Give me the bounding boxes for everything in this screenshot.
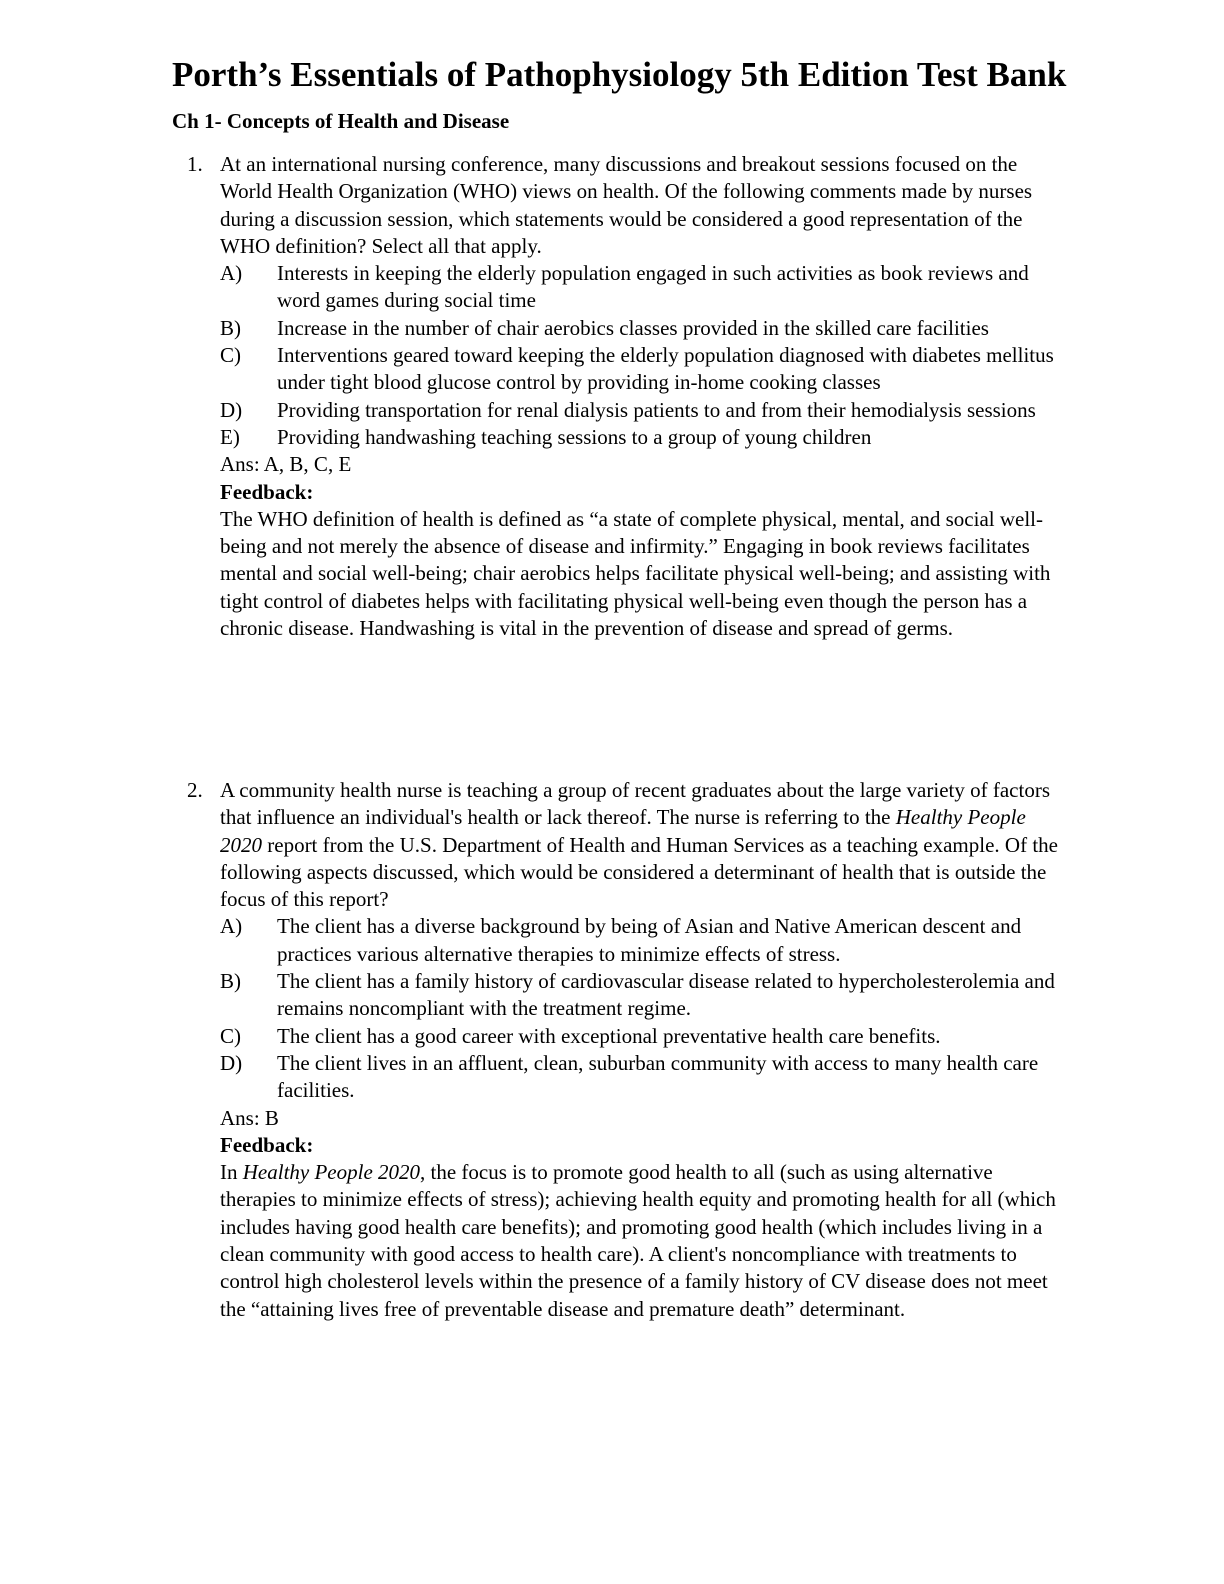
option-text: Interventions geared toward keeping the elderly population diagnosed with diabetes mellitus under tight blood glucose control by providing in-home cooking classes xyxy=(277,343,1054,395)
option-letter: E) xyxy=(220,424,240,449)
option-e xyxy=(172,424,1072,451)
option-b xyxy=(172,968,1072,1023)
option-a xyxy=(172,260,1072,315)
option-text: The client lives in an affluent, clean, suburban community with access to many health care facilities. xyxy=(277,1050,1039,1103)
question-stem xyxy=(220,777,1072,913)
option-text: Interests in keeping the elderly population engaged in such activities as book reviews and word games during social time xyxy=(277,261,1029,313)
option-b xyxy=(172,315,1072,342)
answer-key: Ans: A, B, C, E xyxy=(220,452,352,477)
option-text: Providing transportation for renal dialysis patients to and from their hemodialysis sessions xyxy=(277,397,1036,422)
document-title: Porth’s Essentials of Pathophysiology 5th Edition Test Bank xyxy=(172,55,1067,94)
option-text: The client has a diverse background by being of Asian and Native American descent and practices various alternative therapies to minimize effects of stress. xyxy=(277,914,1022,966)
stem-text-before: A community health nurse is teaching a group of recent graduates about the large variety of factors that influence an individual's health or lack thereof. The nurse is referring to the xyxy=(220,778,1050,830)
option-text: The client has a good career with exceptional preventative health care benefits. xyxy=(277,1023,941,1048)
option-c xyxy=(172,1023,1072,1050)
option-text: Increase in the number of chair aerobics classes provided in the skilled care facilities xyxy=(277,315,989,340)
option-d xyxy=(172,397,1072,424)
answer-key: Ans: B xyxy=(220,1105,279,1130)
feedback-report-title: Healthy People 2020 xyxy=(242,1160,421,1185)
question-2 xyxy=(172,777,1072,1323)
option-letter: B) xyxy=(220,969,241,994)
feedback-text: The WHO definition of health is defined as “a state of complete physical, mental, and social well-being and not merely the absence of disease and infirmity.” Engaging in book reviews facilitates mental and social well-being; chair aerobics helps facilitate physical well-being; and assisting with tight control of diabetes helps with facilitating physical well-being even though the person has a chronic disease. Handwashing is vital in the prevention of disease and spread of germs. xyxy=(220,506,1051,641)
option-letter: B) xyxy=(220,315,241,340)
option-letter: D) xyxy=(220,1050,243,1075)
option-d xyxy=(172,1050,1072,1105)
feedback-heading: Feedback: xyxy=(220,1132,314,1157)
option-c xyxy=(172,342,1072,397)
option-letter: A) xyxy=(220,914,243,939)
question-number: 2. xyxy=(187,778,203,802)
option-letter: C) xyxy=(220,1023,241,1048)
question-1 xyxy=(172,151,1072,642)
option-letter: D) xyxy=(220,397,243,422)
question-stem: At an international nursing conference, many discussions and breakout sessions focused on the World Health Organization (WHO) views on health. Of the following comments made by nurses during a discussion session, which statements would be considered a good representation of the WHO definition? Select all that apply. xyxy=(220,152,1033,258)
answer-options xyxy=(172,913,1072,1104)
feedback-text-after: , the focus is to promote good health to all (such as using alternative therapies to minimize effects of stress); achieving health equity and promoting health for all (which includes having good health care benefits); and promoting good health (which includes living in a clean community with good access to health care). A client's noncompliance with treatments to control high cholesterol levels within the presence of a family history of CV disease does not meet the “attaining lives free of preventable disease and premature death” determinant. xyxy=(220,1160,1056,1321)
option-text: Providing handwashing teaching sessions to a group of young children xyxy=(277,424,872,449)
chapter-heading: Ch 1- Concepts of Health and Disease xyxy=(172,109,510,133)
feedback-heading: Feedback: xyxy=(220,479,314,504)
option-letter: A) xyxy=(220,261,243,286)
option-a xyxy=(172,913,1072,968)
stem-text-after: report from the U.S. Department of Health and Human Services as a teaching example. Of the following aspects discussed, which would be considered a determinant of health that is outside the focus of this report? xyxy=(220,832,1058,912)
feedback-text-before: In xyxy=(220,1160,243,1185)
answer-options xyxy=(172,260,1072,451)
option-text: The client has a family history of cardiovascular disease related to hypercholesterolemia and remains noncompliant with the treatment regime. xyxy=(277,969,1055,1021)
question-number: 1. xyxy=(187,152,203,176)
question-stem-row xyxy=(172,151,1072,260)
option-letter: C) xyxy=(220,343,241,368)
stem-report-title: Healthy People 2020 xyxy=(220,805,1026,857)
feedback-text xyxy=(172,1159,1072,1323)
question-stem-row xyxy=(172,777,1072,913)
